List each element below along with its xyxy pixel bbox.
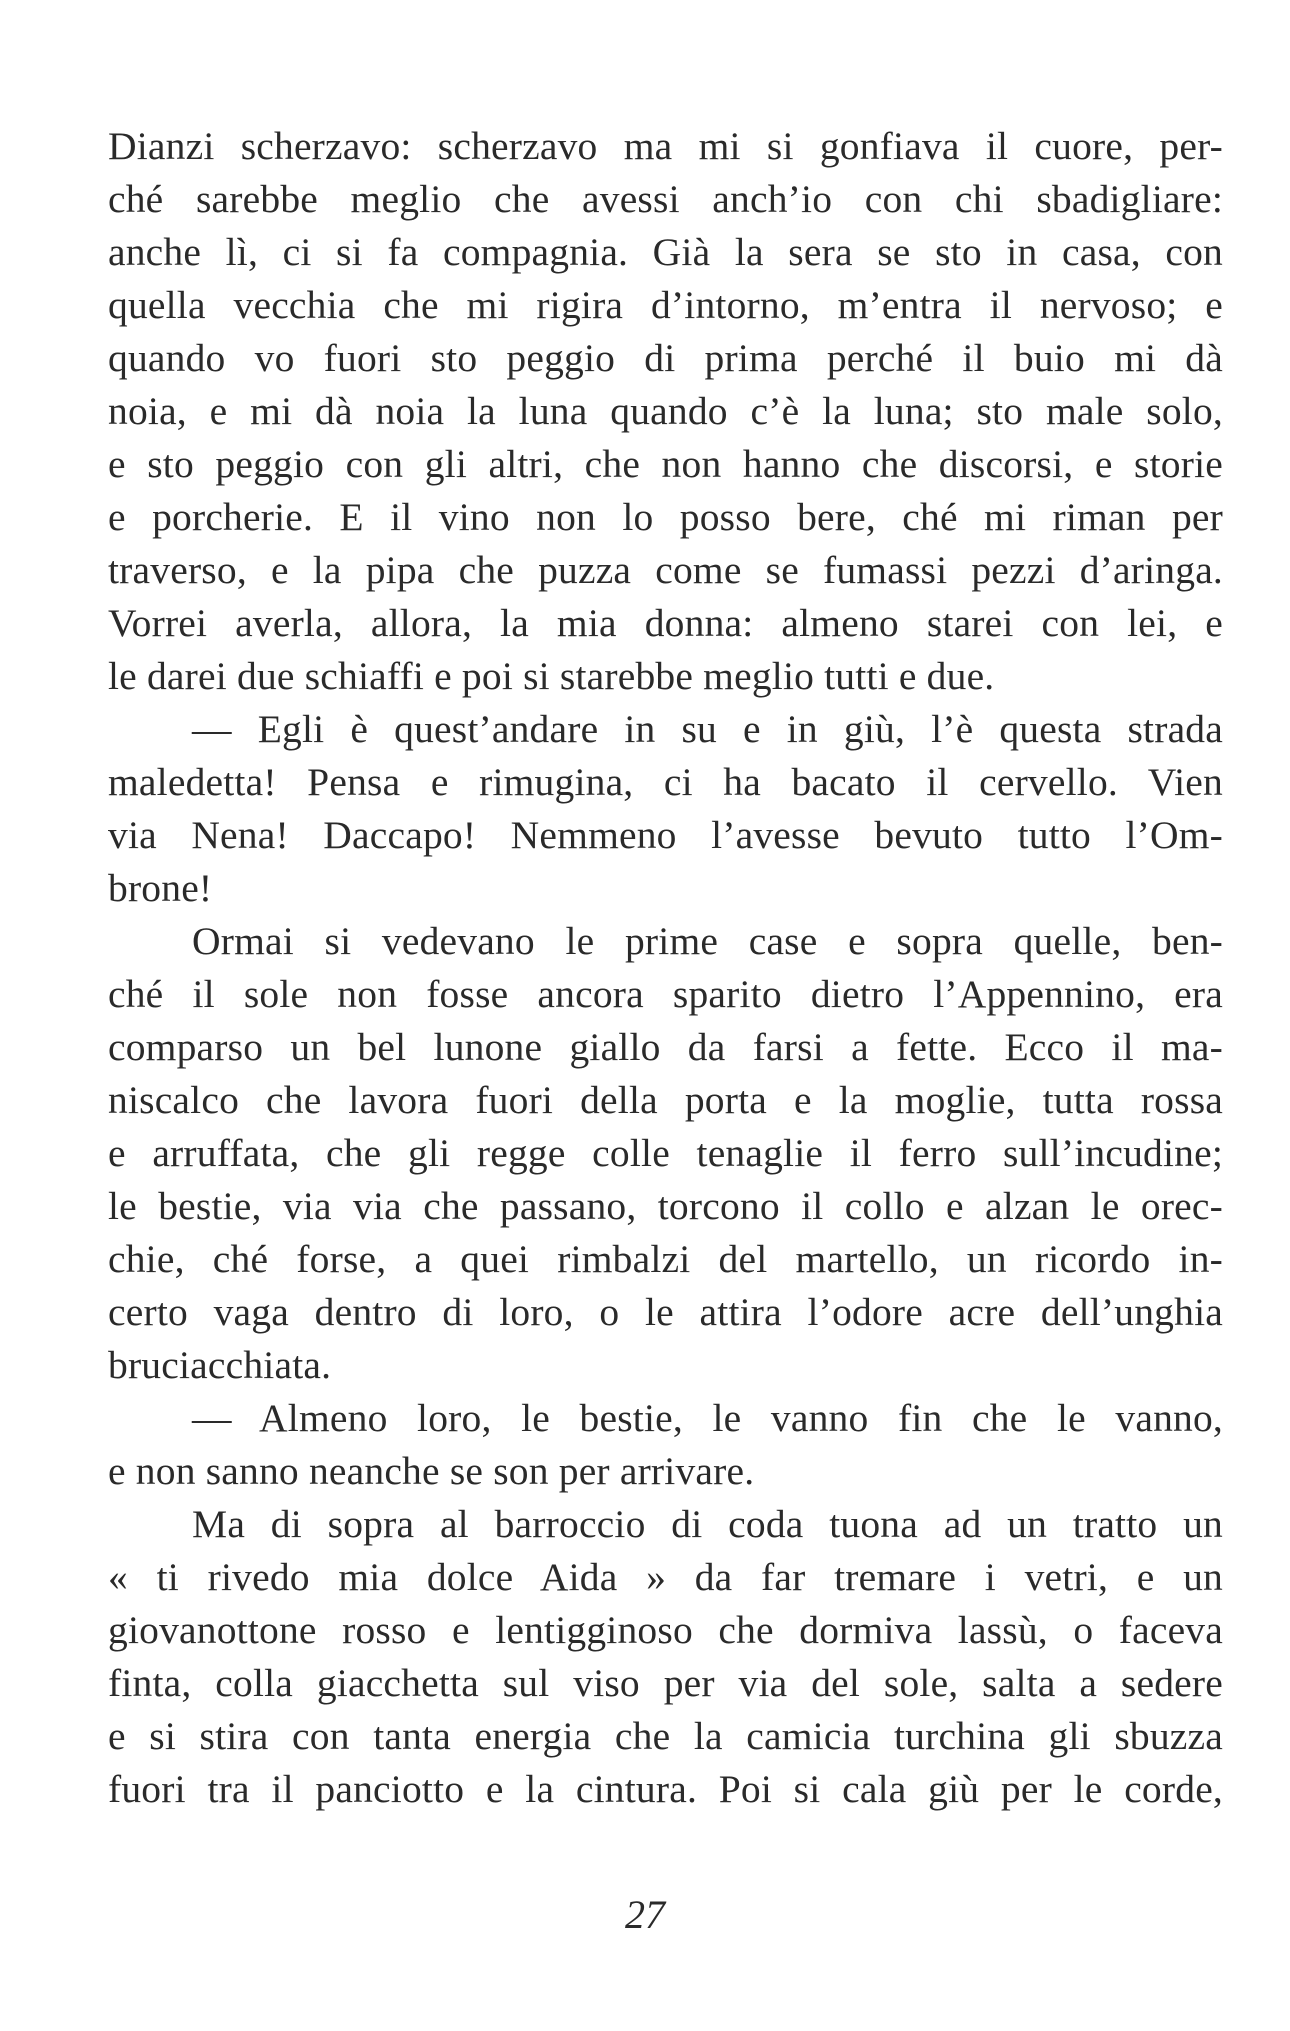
text-line: e si stira con tanta energia che la camicia turchina gli sbuzza [108,1714,1223,1758]
text-line: anche lì, ci si fa compagnia. Già la sera se sto in casa, con [108,230,1223,274]
text-line: e arruffata, che gli regge colle tenaglie il ferro sull’incudine; [108,1131,1223,1175]
text-line: quella vecchia che mi rigira d’intorno, m’entra il nervoso; e [108,283,1223,327]
text-line: fuori tra il panciotto e la cintura. Poi si cala giù per le corde, [108,1767,1223,1811]
text-line: quando vo fuori sto peggio di prima perché il buio mi dà [108,336,1223,380]
text-line: maledetta! Pensa e rimugina, ci ha bacato il cervello. Vien [108,760,1223,804]
body-text [108,120,1223,1816]
text-line: finta, colla giacchetta sul viso per via del sole, salta a sedere [108,1661,1223,1705]
text-line: traverso, e la pipa che puzza come se fumassi pezzi d’aringa. [108,548,1223,592]
text-line: Ormai si vedevano le prime case e sopra quelle, ben- [192,919,1223,963]
text-line: via Nena! Daccapo! Nemmeno l’avesse bevuto tutto l’Om- [108,813,1223,857]
text-line: Dianzi scherzavo: scherzavo ma mi si gonfiava il cuore, per- [108,124,1223,168]
text-line: le bestie, via via che passano, torcono il collo e alzan le orec- [108,1184,1223,1228]
text-line: certo vaga dentro di loro, o le attira l’odore acre dell’unghia [108,1290,1223,1334]
text-line: niscalco che lavora fuori della porta e la moglie, tutta rossa [108,1078,1223,1122]
text-line: e sto peggio con gli altri, che non hanno che discorsi, e storie [108,442,1223,486]
text-line: ché il sole non fosse ancora sparito dietro l’Appennino, era [108,972,1223,1016]
text-line: « ti rivedo mia dolce Aida » da far tremare i vetri, e un [108,1555,1223,1599]
text-line: le darei due schiaffi e poi si starebbe meglio tutti e due. [108,654,995,698]
text-line: ché sarebbe meglio che avessi anch’io con chi sbadigliare: [108,177,1223,221]
text-line: giovanottone rosso e lentigginoso che dormiva lassù, o faceva [108,1608,1223,1652]
text-line: bruciacchiata. [108,1343,332,1387]
text-line: e porcherie. E il vino non lo posso bere, ché mi riman per [108,495,1223,539]
text-line: brone! [108,866,213,910]
text-line: — Almeno loro, le bestie, le vanno fin che le vanno, [192,1396,1223,1440]
text-line: noia, e mi dà noia la luna quando c’è la luna; sto male solo, [108,389,1223,433]
text-line: e non sanno neanche se son per arrivare. [108,1449,755,1493]
text-line: chie, ché forse, a quei rimbalzi del martello, un ricordo in- [108,1237,1223,1281]
text-line: — Egli è quest’andare in su e in giù, l’è questa strada [192,707,1223,751]
text-line: Ma di sopra al barroccio di coda tuona ad un tratto un [192,1502,1223,1546]
text-line: Vorrei averla, allora, la mia donna: almeno starei con lei, e [108,601,1223,645]
text-line: comparso un bel lunone giallo da farsi a fette. Ecco il ma- [108,1025,1223,1069]
page-number: 27 [625,1892,665,1937]
